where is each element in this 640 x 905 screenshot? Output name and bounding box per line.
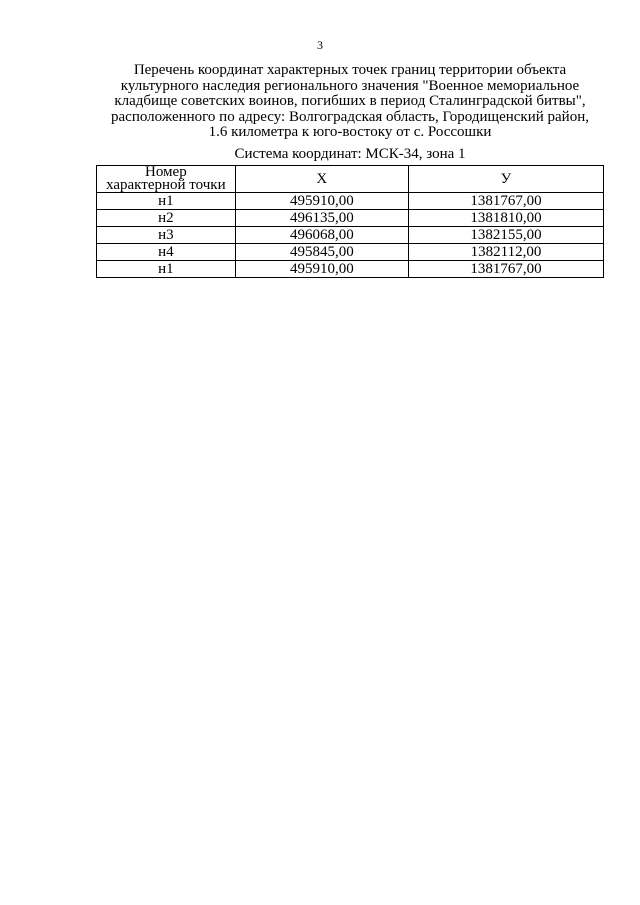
- title-line: 1.6 километра к юго-востоку от с. Россошки: [208, 124, 492, 140]
- title-line: Перечень координат характерных точек границ территории объекта: [133, 62, 567, 78]
- cell-y: 1381767,00: [408, 261, 603, 278]
- header-point-number: [97, 166, 236, 193]
- cell-point: н4: [97, 244, 236, 261]
- table-body: [97, 193, 604, 278]
- cell-point: н2: [97, 210, 236, 227]
- title-line: расположенного по адресу: Волгоградская область, Городищенский район,: [111, 108, 589, 125]
- cell-y: 1382112,00: [408, 244, 603, 261]
- title-line: кладбище советских воинов, погибших в период Сталинградской битвы",: [114, 93, 586, 109]
- table-row: [97, 227, 604, 244]
- title-line: культурного наследия регионального значения "Военное мемориальное: [120, 77, 580, 94]
- table-header-row: [97, 166, 604, 193]
- table-header: [97, 166, 604, 193]
- cell-point: н1: [97, 261, 236, 278]
- header-point-line1: Номер: [145, 164, 187, 180]
- header-point-line2: характерной точки: [106, 177, 226, 193]
- cell-x: 495845,00: [235, 244, 408, 261]
- cell-point: н1: [97, 193, 236, 210]
- table-row: [97, 244, 604, 261]
- cell-x: 496135,00: [235, 210, 408, 227]
- coordinates-table: [96, 165, 604, 278]
- cell-point: н3: [97, 227, 236, 244]
- document-title: [96, 63, 604, 141]
- header-x: X: [235, 166, 408, 193]
- cell-y: 1382155,00: [408, 227, 603, 244]
- coordinate-system-label: Система координат: МСК-34, зона 1: [234, 146, 466, 162]
- table-row: [97, 193, 604, 210]
- header-y: У: [408, 166, 603, 193]
- cell-y: 1381767,00: [408, 193, 603, 210]
- cell-y: 1381810,00: [408, 210, 603, 227]
- cell-x: 496068,00: [235, 227, 408, 244]
- page-number: 3: [317, 38, 323, 52]
- cell-x: 495910,00: [235, 261, 408, 278]
- cell-x: 495910,00: [235, 193, 408, 210]
- table-row: [97, 261, 604, 278]
- table-row: [97, 210, 604, 227]
